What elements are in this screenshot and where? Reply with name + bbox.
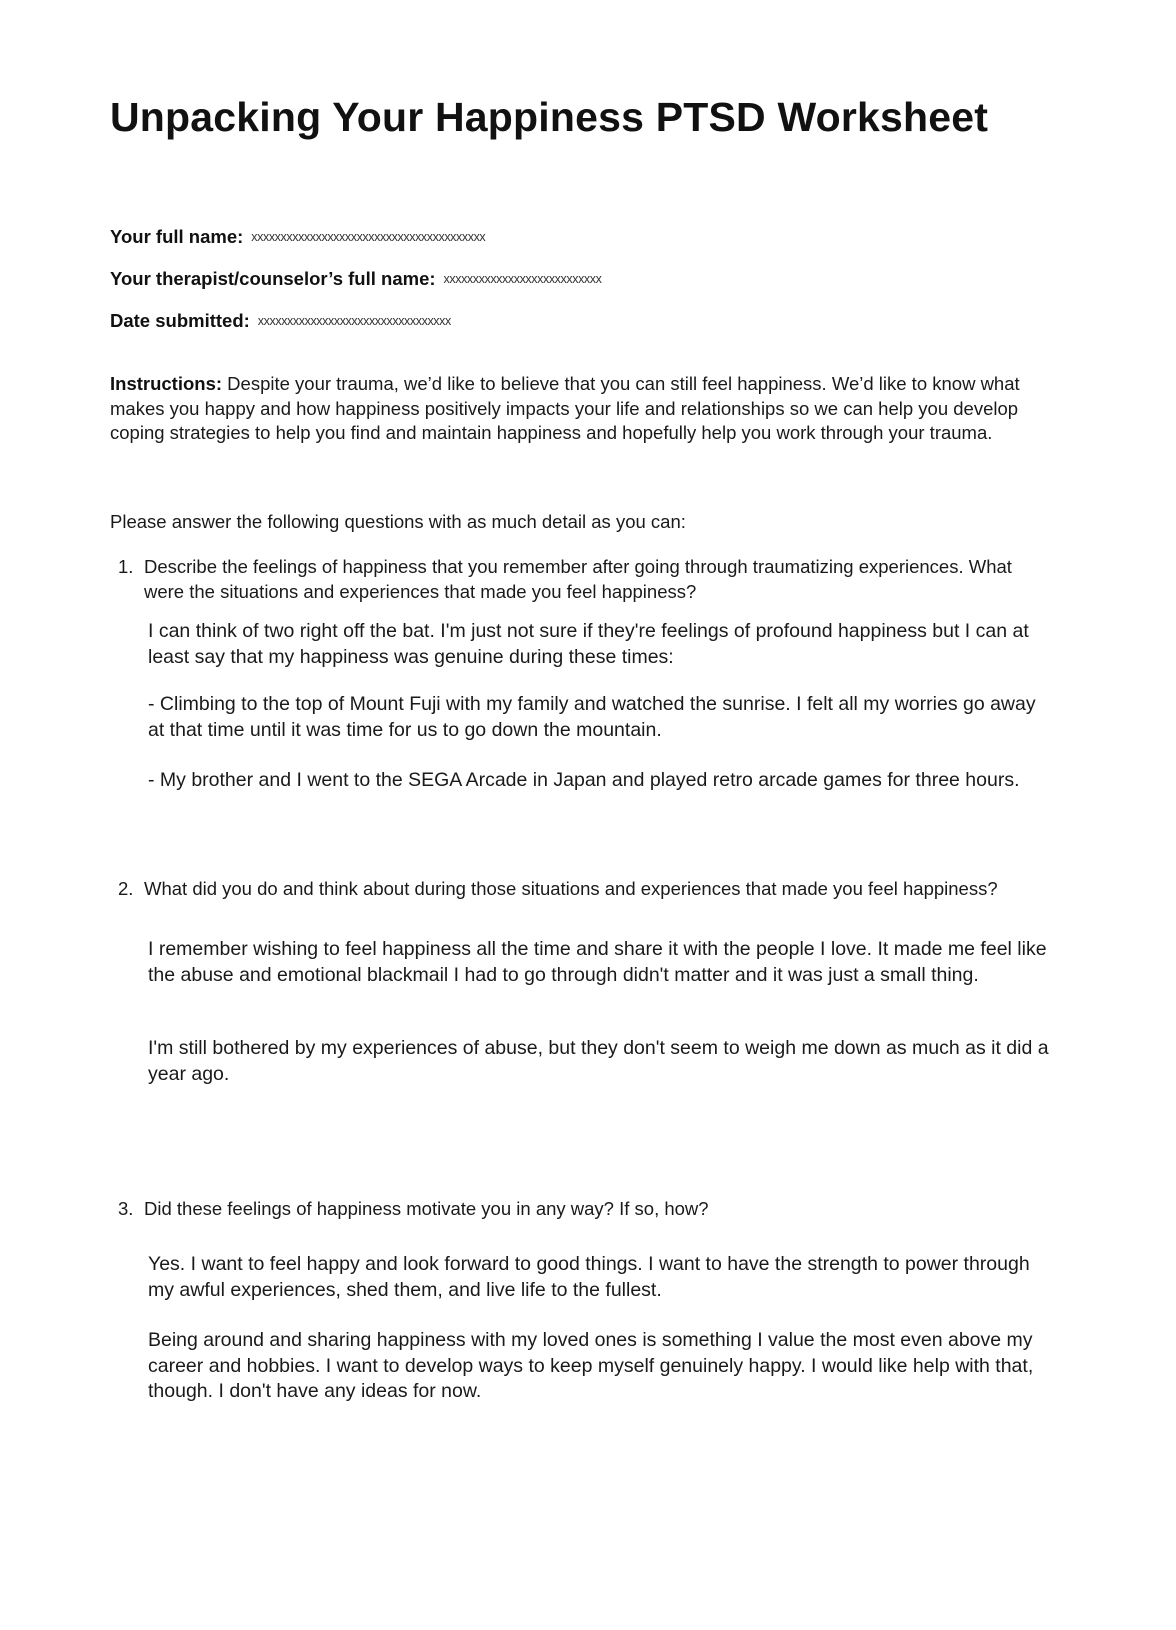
question-number: 2. [118, 878, 134, 899]
full-name-value[interactable]: xxxxxxxxxxxxxxxxxxxxxxxxxxxxxxxxxxxxxxxx [251, 230, 486, 244]
therapist-name-label: Your therapist/counselor’s full name: [110, 268, 436, 289]
answer-1-paragraph-2: - Climbing to the top of Mount Fuji with my family and watched the sunrise. I felt all my worries go away at that time until it was time for us to go down the mountain. [148, 693, 1036, 741]
answer-3-paragraph-1: Yes. I want to feel happy and look forward to good things. I want to have the strength to power through my awful experiences, shed them, and live life to the fullest. [148, 1253, 1030, 1301]
therapist-name-value[interactable]: xxxxxxxxxxxxxxxxxxxxxxxxxxx [443, 272, 602, 286]
date-submitted-value[interactable]: xxxxxxxxxxxxxxxxxxxxxxxxxxxxxxxxx [257, 314, 451, 328]
question-number: 1. [118, 556, 134, 577]
instructions-label: Instructions: [110, 373, 223, 394]
instructions-text: Despite your trauma, we’d like to believe that you can still feel happiness. We’d like to know what makes you happy and how happiness positively impacts your life and relationships so we can help you develop coping strategies to help you find and maintain happiness and hopefully help you work through your trauma. [110, 373, 1020, 443]
question-1 [118, 555, 1044, 604]
question-text: What did you do and think about during those situations and experiences that made you feel happiness? [144, 878, 998, 899]
question-3 [118, 1197, 1044, 1222]
date-submitted-label: Date submitted: [110, 310, 250, 331]
answer-3-paragraph-2: Being around and sharing happiness with my loved ones is something I value the most even above my career and hobbies. I want to develop ways to keep myself genuinely happy. I would like help with that, though. I don't have any ideas for now. [148, 1329, 1034, 1402]
full-name-field [110, 226, 485, 248]
question-text: Did these feelings of happiness motivate you in any way? If so, how? [144, 1198, 709, 1219]
page-title: Unpacking Your Happiness PTSD Worksheet [110, 94, 989, 140]
answer-1-paragraph-1: I can think of two right off the bat. I'm just not sure if they're feelings of profound happiness but I can at least say that my happiness was genuine during these times: [148, 620, 1029, 668]
answer-2-paragraph-2: I'm still bothered by my experiences of abuse, but they don't seem to weigh me down as much as it did a year ago. [148, 1037, 1049, 1085]
answer-2-paragraph-1: I remember wishing to feel happiness all the time and share it with the people I love. It made me feel like the abuse and emotional blackmail I had to go through didn't matter and it was just a small thing. [148, 938, 1047, 986]
date-submitted-field [110, 310, 451, 332]
therapist-name-field [110, 268, 601, 290]
instructions-paragraph [110, 372, 1050, 446]
question-2 [118, 877, 1044, 902]
full-name-label: Your full name: [110, 226, 244, 247]
question-text: Describe the feelings of happiness that you remember after going through traumatizing experiences. What were the situations and experiences that made you feel happiness? [144, 556, 1012, 602]
answer-1-paragraph-3: - My brother and I went to the SEGA Arcade in Japan and played retro arcade games for three hours. [148, 769, 1020, 791]
question-number: 3. [118, 1198, 134, 1219]
questions-prompt: Please answer the following questions with as much detail as you can: [110, 511, 686, 532]
